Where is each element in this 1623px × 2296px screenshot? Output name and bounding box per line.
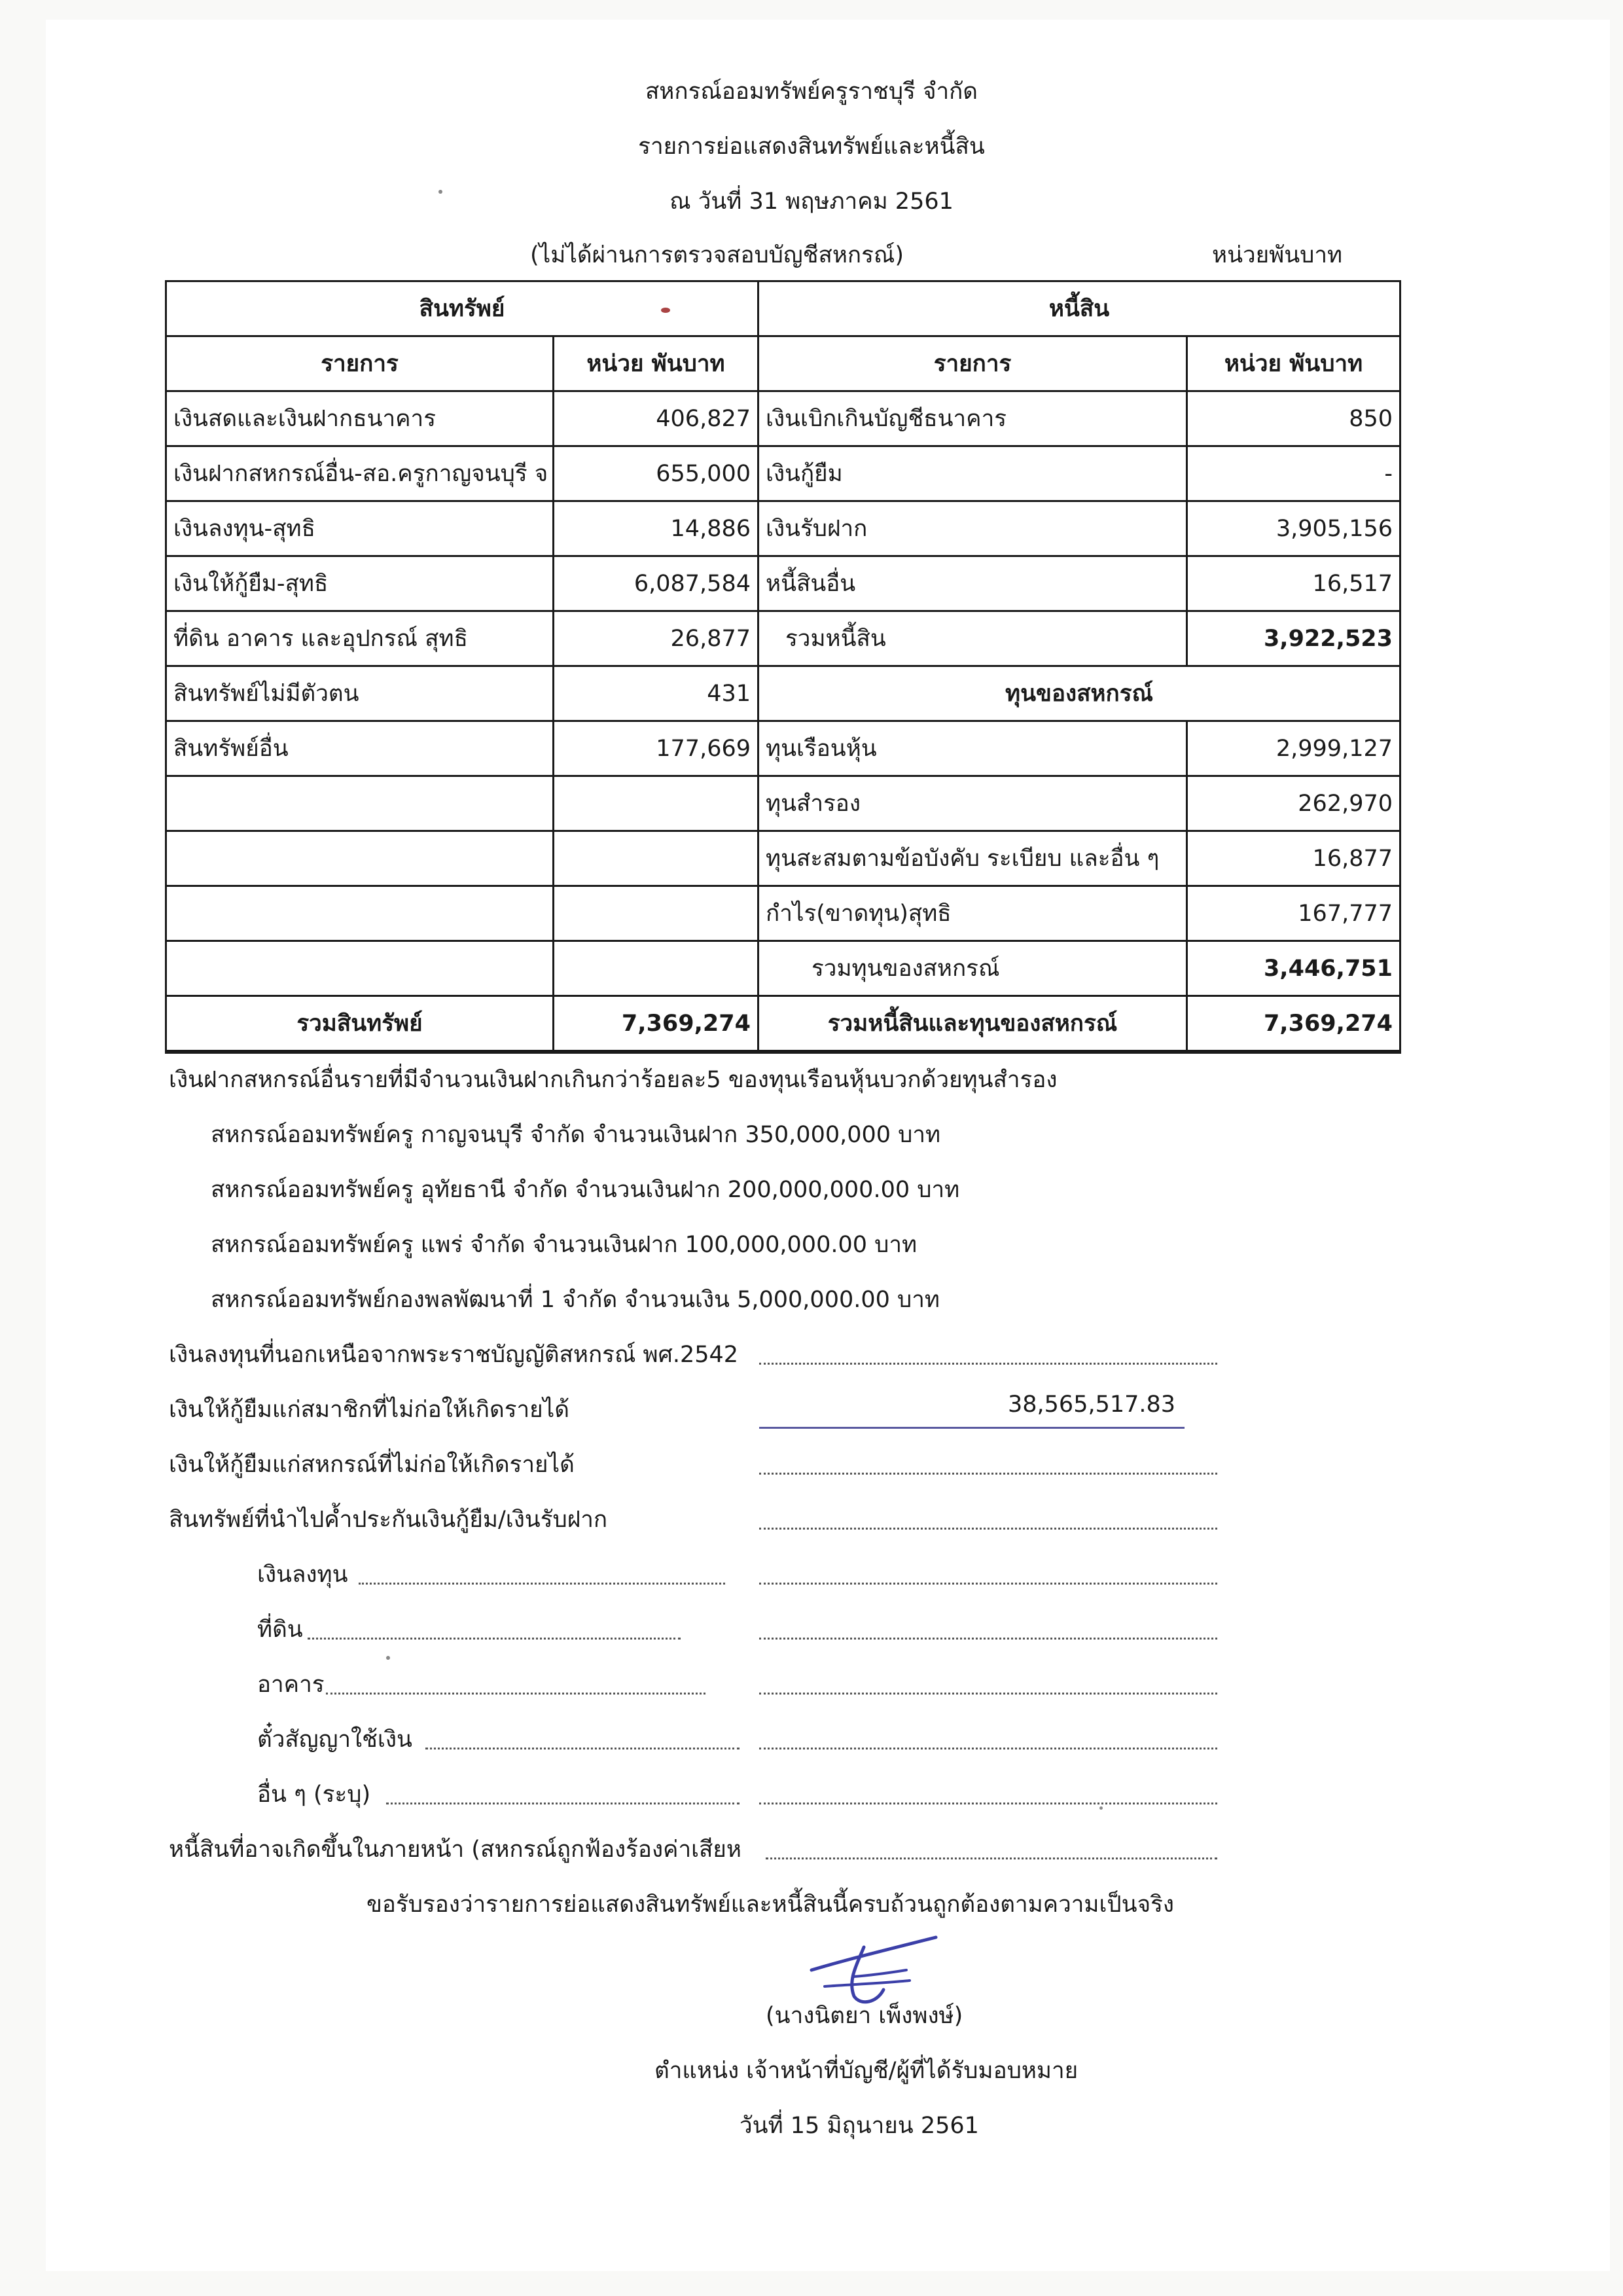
asset-item-label: สินทรัพย์ไม่มีตัวตน <box>166 666 554 721</box>
pledged-item-label: อื่น ๆ (ระบุ) <box>257 1782 371 1808</box>
asset-item-value <box>554 776 758 831</box>
total-row <box>166 996 1400 1052</box>
fill-line <box>425 1748 740 1749</box>
fill-line <box>359 1583 725 1585</box>
fill-line <box>766 1857 1217 1859</box>
table-row <box>166 721 1400 776</box>
table-row <box>166 776 1400 831</box>
asset-item-value <box>554 941 758 996</box>
asset-item-label <box>166 941 554 996</box>
liability-item-value: 850 <box>1187 391 1400 446</box>
liability-item-value: 3,922,523 <box>1187 611 1400 666</box>
fill-line <box>759 1638 1217 1640</box>
assets-unit-column-header: หน่วย พันบาท <box>554 336 758 391</box>
pledged-item-label: อาคาร <box>257 1672 325 1698</box>
liability-item-label: เงินรับฝาก <box>758 501 1187 556</box>
asset-item-label: ที่ดิน อาคาร และอุปกรณ์ สุทธิ <box>166 611 554 666</box>
unit-label: หน่วยพันบาท <box>1212 242 1343 268</box>
fill-line <box>759 1363 1217 1365</box>
asset-item-label: เงินสดและเงินฝากธนาคาร <box>166 391 554 446</box>
signatory-name: (นางนิตยา เพ็งพงษ์) <box>766 2003 963 2029</box>
as-of-date: ณ วันที่ 31 พฤษภาคม 2561 <box>669 188 954 215</box>
asset-item-value: 177,669 <box>554 721 758 776</box>
asset-item-label <box>166 831 554 886</box>
contingent-liabilities-label: หนี้สินที่อาจเกิดขึ้นในภายหน้า (สหกรณ์ถูกฟ้องร้องค่าเสียห <box>169 1837 741 1863</box>
pledged-item-label: ตั๋วสัญญาใช้เงิน <box>257 1727 412 1753</box>
asset-item-value: 14,886 <box>554 501 758 556</box>
table-row <box>166 556 1400 611</box>
liability-item-label: เงินเบิกเกินบัญชีธนาคาร <box>758 391 1187 446</box>
scan-speck <box>438 190 442 194</box>
org-name: สหกรณ์ออมทรัพย์ครูราชบุรี จำกัด <box>645 79 978 105</box>
liability-item-value: - <box>1187 446 1400 501</box>
table-row <box>166 831 1400 886</box>
total-liabilities-equity-value: 7,369,274 <box>1187 996 1400 1052</box>
liability-item-label: รวมหนี้สิน <box>758 611 1187 666</box>
table-row <box>166 886 1400 941</box>
asset-item-label: สินทรัพย์อื่น <box>166 721 554 776</box>
scan-speck <box>1099 1806 1103 1810</box>
table-row <box>166 501 1400 556</box>
asset-item-value: 406,827 <box>554 391 758 446</box>
scan-speck <box>661 308 670 313</box>
asset-item-value: 655,000 <box>554 446 758 501</box>
liability-item-label: ทุนเรือนหุ้น <box>758 721 1187 776</box>
liabilities-unit-column-header: หน่วย พันบาท <box>1187 336 1400 391</box>
total-assets-label: รวมสินทรัพย์ <box>166 996 554 1052</box>
scan-speck <box>386 1656 390 1660</box>
fill-line <box>759 1473 1217 1475</box>
asset-item-label: เงินลงทุน-สุทธิ <box>166 501 554 556</box>
table-row <box>166 391 1400 446</box>
pledged-item-label: ที่ดิน <box>257 1617 303 1643</box>
fill-line <box>759 1748 1217 1749</box>
asset-item-label <box>166 776 554 831</box>
npl-members-label: เงินให้กู้ยืมแก่สมาชิกที่ไม่ก่อให้เกิดรายได้ <box>169 1397 569 1423</box>
liability-item-label: เงินกู้ยืม <box>758 446 1187 501</box>
table-row <box>166 941 1400 996</box>
liability-item-value: 3,446,751 <box>1187 941 1400 996</box>
liability-item-value: 16,877 <box>1187 831 1400 886</box>
table-row <box>166 446 1400 501</box>
document-title: รายการย่อแสดงสินทรัพย์และหนี้สิน <box>638 134 985 160</box>
pledged-assets-label: สินทรัพย์ที่นำไปค้ำประกันเงินกู้ยืม/เงินรับฝาก <box>169 1507 608 1533</box>
certification-date: วันที่ 15 มิถุนายน 2561 <box>740 2113 979 2139</box>
liability-item-value: 2,999,127 <box>1187 721 1400 776</box>
asset-item-label: เงินฝากสหกรณ์อื่น-สอ.ครูกาญจนบุรี จ <box>166 446 554 501</box>
equity-section-header: ทุนของสหกรณ์ <box>758 666 1400 721</box>
assets-item-column-header: รายการ <box>166 336 554 391</box>
liabilities-item-column-header: รายการ <box>758 336 1187 391</box>
deposit-line: สหกรณ์ออมทรัพย์กองพลพัฒนาที่ 1 จำกัด จำนวนเงิน 5,000,000.00 บาท <box>211 1287 940 1313</box>
certification-statement: ขอรับรองว่ารายการย่อแสดงสินทรัพย์และหนี้สินนี้ครบถ้วนถูกต้องตามความเป็นจริง <box>366 1892 1174 1918</box>
liabilities-section-header: หนี้สิน <box>758 281 1400 336</box>
asset-item-value: 26,877 <box>554 611 758 666</box>
fill-line <box>308 1638 681 1640</box>
outside-investment-label: เงินลงทุนที่นอกเหนือจากพระราชบัญญัติสหกรณ์ พศ.2542 <box>169 1342 739 1368</box>
fill-line <box>326 1693 705 1695</box>
asset-item-label: เงินให้กู้ยืม-สุทธิ <box>166 556 554 611</box>
signatory-position: ตำแหน่ง เจ้าหน้าที่บัญชี/ผู้ที่ได้รับมอบหมาย <box>654 2058 1079 2084</box>
table-row <box>166 611 1400 666</box>
underline <box>759 1427 1185 1429</box>
liability-item-label: หนี้สินอื่น <box>758 556 1187 611</box>
npl-coops-label: เงินให้กู้ยืมแก่สหกรณ์ที่ไม่ก่อให้เกิดรายได้ <box>169 1452 575 1478</box>
total-assets-value: 7,369,274 <box>554 996 758 1052</box>
deposit-line: สหกรณ์ออมทรัพย์ครู อุทัยธานี จำกัด จำนวนเงินฝาก 200,000,000.00 บาท <box>211 1177 960 1203</box>
pledged-item-label: เงินลงทุน <box>257 1562 348 1588</box>
liability-item-value: 16,517 <box>1187 556 1400 611</box>
liability-item-value: 167,777 <box>1187 886 1400 941</box>
balance-sheet-table <box>165 280 1401 1054</box>
liability-item-value: 262,970 <box>1187 776 1400 831</box>
fill-line <box>759 1803 1217 1804</box>
asset-item-value: 6,087,584 <box>554 556 758 611</box>
audit-note: (ไม่ได้ผ่านการตรวจสอบบัญชีสหกรณ์) <box>530 242 904 268</box>
fill-line <box>759 1693 1217 1695</box>
table-row <box>166 666 1400 721</box>
liability-item-label: ทุนสำรอง <box>758 776 1187 831</box>
asset-item-value: 431 <box>554 666 758 721</box>
liability-item-label: กำไร(ขาดทุน)สุทธิ <box>758 886 1187 941</box>
deposit-line: สหกรณ์ออมทรัพย์ครู แพร่ จำกัด จำนวนเงินฝาก 100,000,000.00 บาท <box>211 1232 918 1258</box>
asset-item-label <box>166 886 554 941</box>
liability-item-label: ทุนสะสมตามข้อบังคับ ระเบียบ และอื่น ๆ <box>758 831 1187 886</box>
liability-item-value: 3,905,156 <box>1187 501 1400 556</box>
large-deposit-heading: เงินฝากสหกรณ์อื่นรายที่มีจำนวนเงินฝากเกินกว่าร้อยละ5 ของทุนเรือนหุ้นบวกด้วยทุนสำรอง <box>169 1067 1058 1093</box>
fill-line <box>759 1583 1217 1585</box>
fill-line <box>386 1803 740 1804</box>
deposit-line: สหกรณ์ออมทรัพย์ครู กาญจนบุรี จำกัด จำนวนเงินฝาก 350,000,000 บาท <box>211 1122 941 1148</box>
fill-line <box>759 1528 1217 1530</box>
asset-item-value <box>554 831 758 886</box>
npl-members-value: 38,565,517.83 <box>1008 1391 1176 1418</box>
liability-item-label: รวมทุนของสหกรณ์ <box>758 941 1187 996</box>
assets-section-header: สินทรัพย์ <box>166 281 758 336</box>
asset-item-value <box>554 886 758 941</box>
total-liabilities-equity-label: รวมหนี้สินและทุนของสหกรณ์ <box>758 996 1187 1052</box>
